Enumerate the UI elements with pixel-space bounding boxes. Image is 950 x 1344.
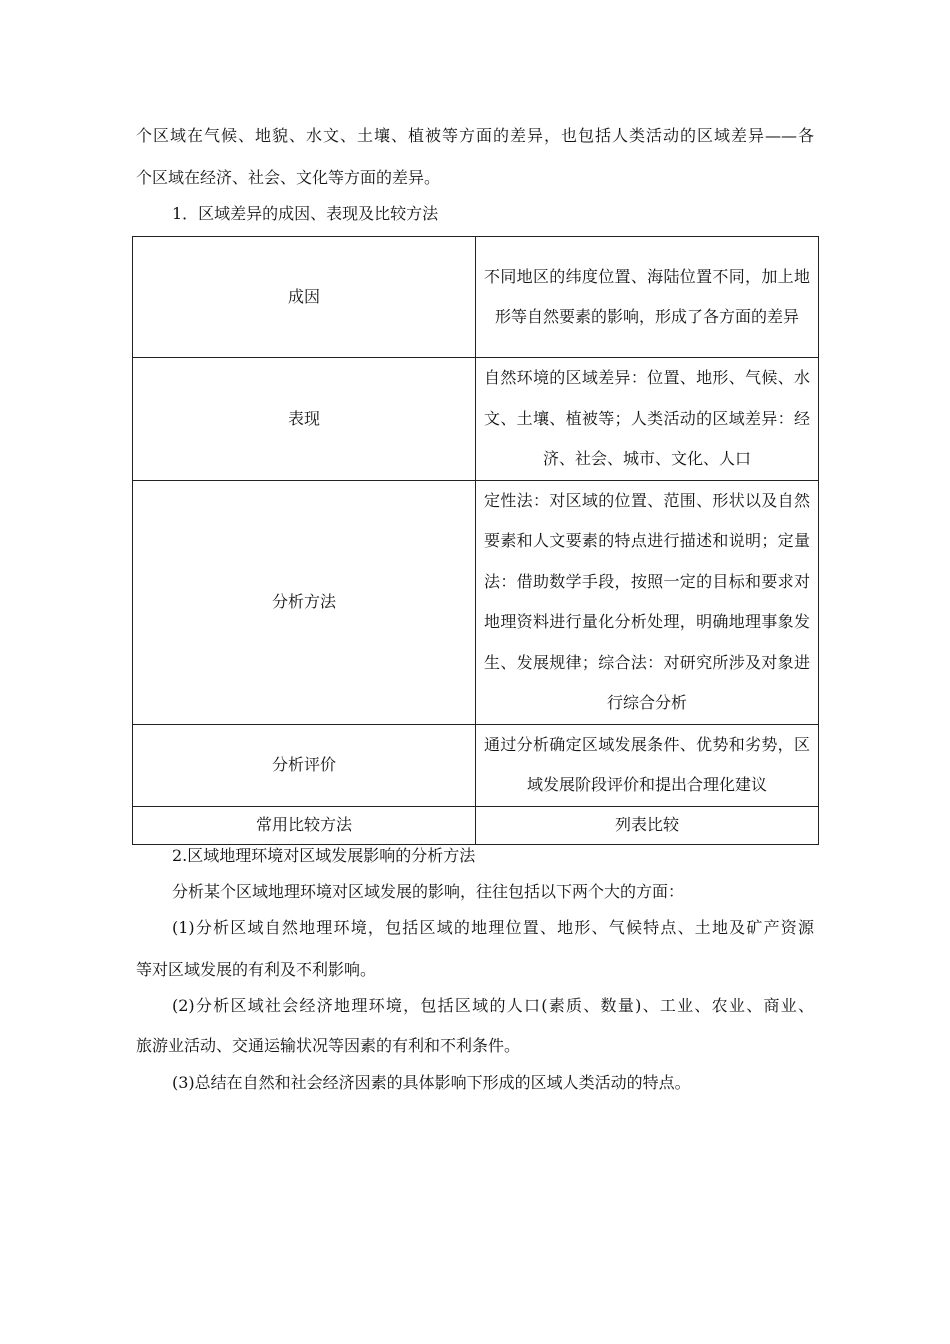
- row-label: 分析方法: [133, 480, 476, 724]
- row-content: 不同地区的纬度位置、海陆位置不同，加上地形等自然要素的影响，形成了各方面的差异: [476, 237, 819, 358]
- section-2-intro: 分析某个区域地理环境对区域发展的影响，往往包括以下两个大的方面：: [172, 882, 685, 901]
- intro-line-1: 个区域在气候、地貌、水文、土壤、植被等方面的差异，也包括人类活动的区域差异——各: [136, 126, 814, 145]
- row-content: 定性法：对区域的位置、范围、形状以及自然要素和人文要素的特点进行描述和说明；定量法：借助数学手段，按照一定的目标和要求对地理资料进行量化分析处理，明确地理事象发生、发展规律；综合法：对研究所涉及对象进行综合分析: [476, 480, 819, 724]
- item-2-line-2: 旅游业活动、交通运输状况等因素的有利和不利条件。: [136, 1036, 521, 1055]
- item-1-line-2: 等对区域发展的有利及不利影响。: [136, 960, 377, 979]
- table-row: [133, 358, 819, 481]
- region-difference-table: [132, 236, 819, 845]
- table-row: [133, 237, 819, 358]
- item-3: (3)总结在自然和社会经济因素的具体影响下形成的区域人类活动的特点。: [172, 1073, 691, 1092]
- table-row: [133, 724, 819, 806]
- row-content: 通过分析确定区域发展条件、优势和劣势，区域发展阶段评价和提出合理化建议: [476, 724, 819, 806]
- intro-line-2: 个区域在经济、社会、文化等方面的差异。: [136, 168, 441, 187]
- row-content: 自然环境的区域差异：位置、地形、气候、水文、土壤、植被等；人类活动的区域差异：经济、社会、城市、文化、人口: [476, 358, 819, 481]
- table-row: [133, 806, 819, 844]
- row-label: 常用比较方法: [133, 806, 476, 844]
- section-2-heading: 2.区域地理环境对区域发展影响的分析方法: [172, 846, 476, 865]
- item-2-line-1: (2)分析区域社会经济地理环境，包括区域的人口(素质、数量)、工业、农业、商业、: [172, 996, 814, 1015]
- table-row: [133, 480, 819, 724]
- section-1-heading: 1．区域差异的成因、表现及比较方法: [172, 204, 439, 223]
- row-content: 列表比较: [476, 806, 819, 844]
- item-1-line-1: (1)分析区域自然地理环境，包括区域的地理位置、地形、气候特点、土地及矿产资源: [172, 918, 814, 937]
- row-label: 表现: [133, 358, 476, 481]
- row-label: 成因: [133, 237, 476, 358]
- row-label: 分析评价: [133, 724, 476, 806]
